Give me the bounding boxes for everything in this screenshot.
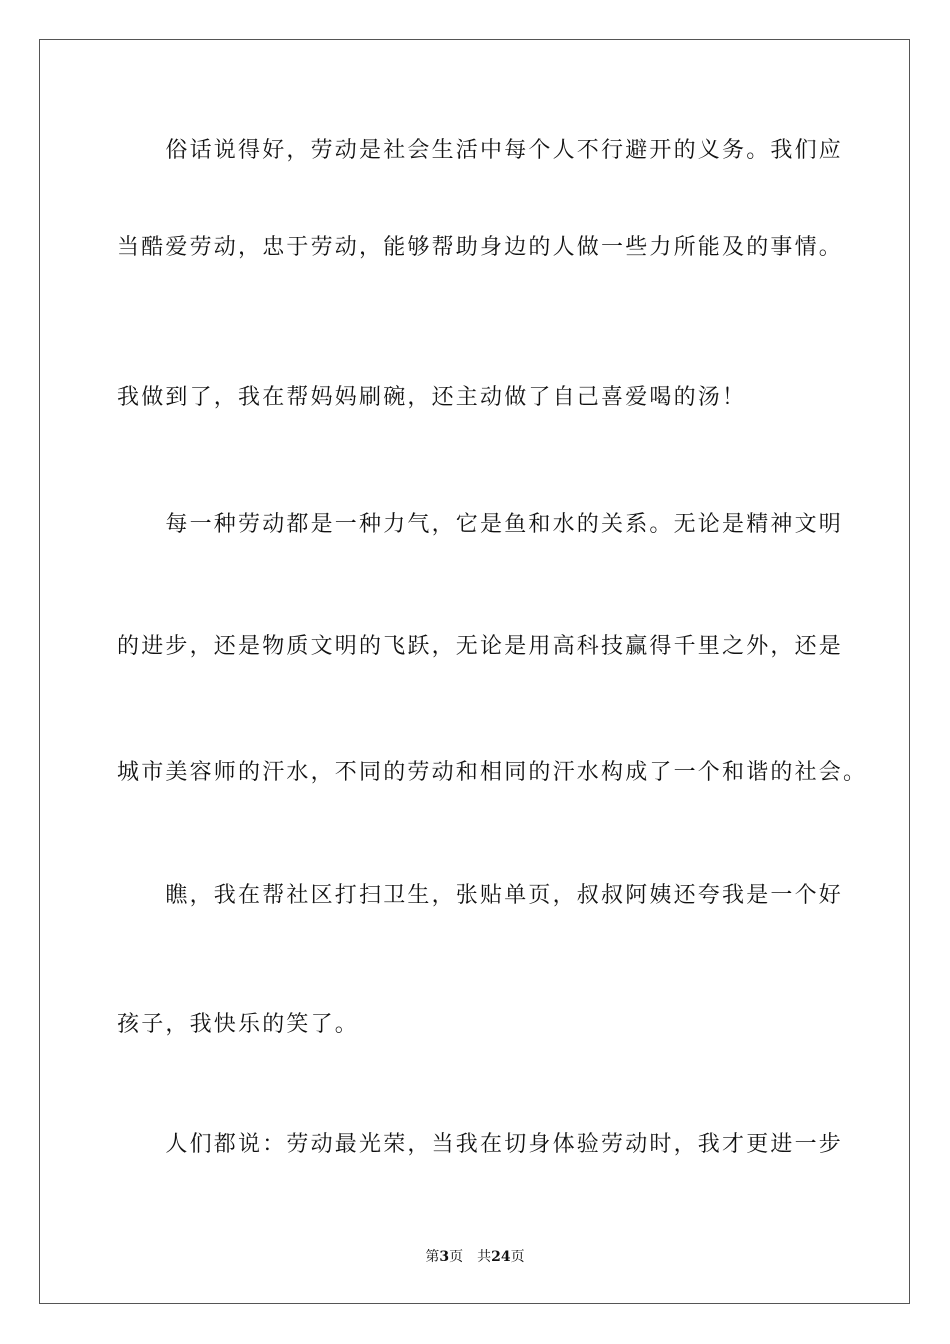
text-line: 的进步，还是物质文明的飞跃，无论是用高科技赢得千里之外，还是 xyxy=(117,634,844,659)
text-line: 每一种劳动都是一种力气，它是鱼和水的关系。无论是精神文明 xyxy=(117,512,844,537)
page-suffix: 页 xyxy=(449,1249,464,1265)
total-prefix: 共 xyxy=(477,1249,492,1265)
text-line: 俗话说得好，劳动是社会生活中每个人不行避开的义务。我们应 xyxy=(117,138,844,163)
total-suffix: 页 xyxy=(510,1249,525,1265)
page-prefix: 第 xyxy=(425,1249,440,1265)
text-line: 城市美容师的汗水，不同的劳动和相同的汗水构成了一个和谐的社会。 xyxy=(117,760,868,785)
text-line: 瞧，我在帮社区打扫卫生，张贴单页，叔叔阿姨还夸我是一个好 xyxy=(117,883,844,908)
text-line: 孩子，我快乐的笑了。 xyxy=(117,1012,360,1037)
page-footer xyxy=(0,1248,950,1266)
page-border xyxy=(39,39,910,1304)
total-pages: 24 xyxy=(491,1249,511,1265)
text-line: 人们都说：劳动最光荣，当我在切身体验劳动时，我才更进一步 xyxy=(117,1132,844,1157)
text-line: 当酷爱劳动，忠于劳动，能够帮助身边的人做一些力所能及的事情。 xyxy=(117,235,844,260)
text-line: 我做到了，我在帮妈妈刷碗，还主动做了自己喜爱喝的汤！ xyxy=(117,385,747,410)
page-number: 3 xyxy=(439,1249,450,1265)
